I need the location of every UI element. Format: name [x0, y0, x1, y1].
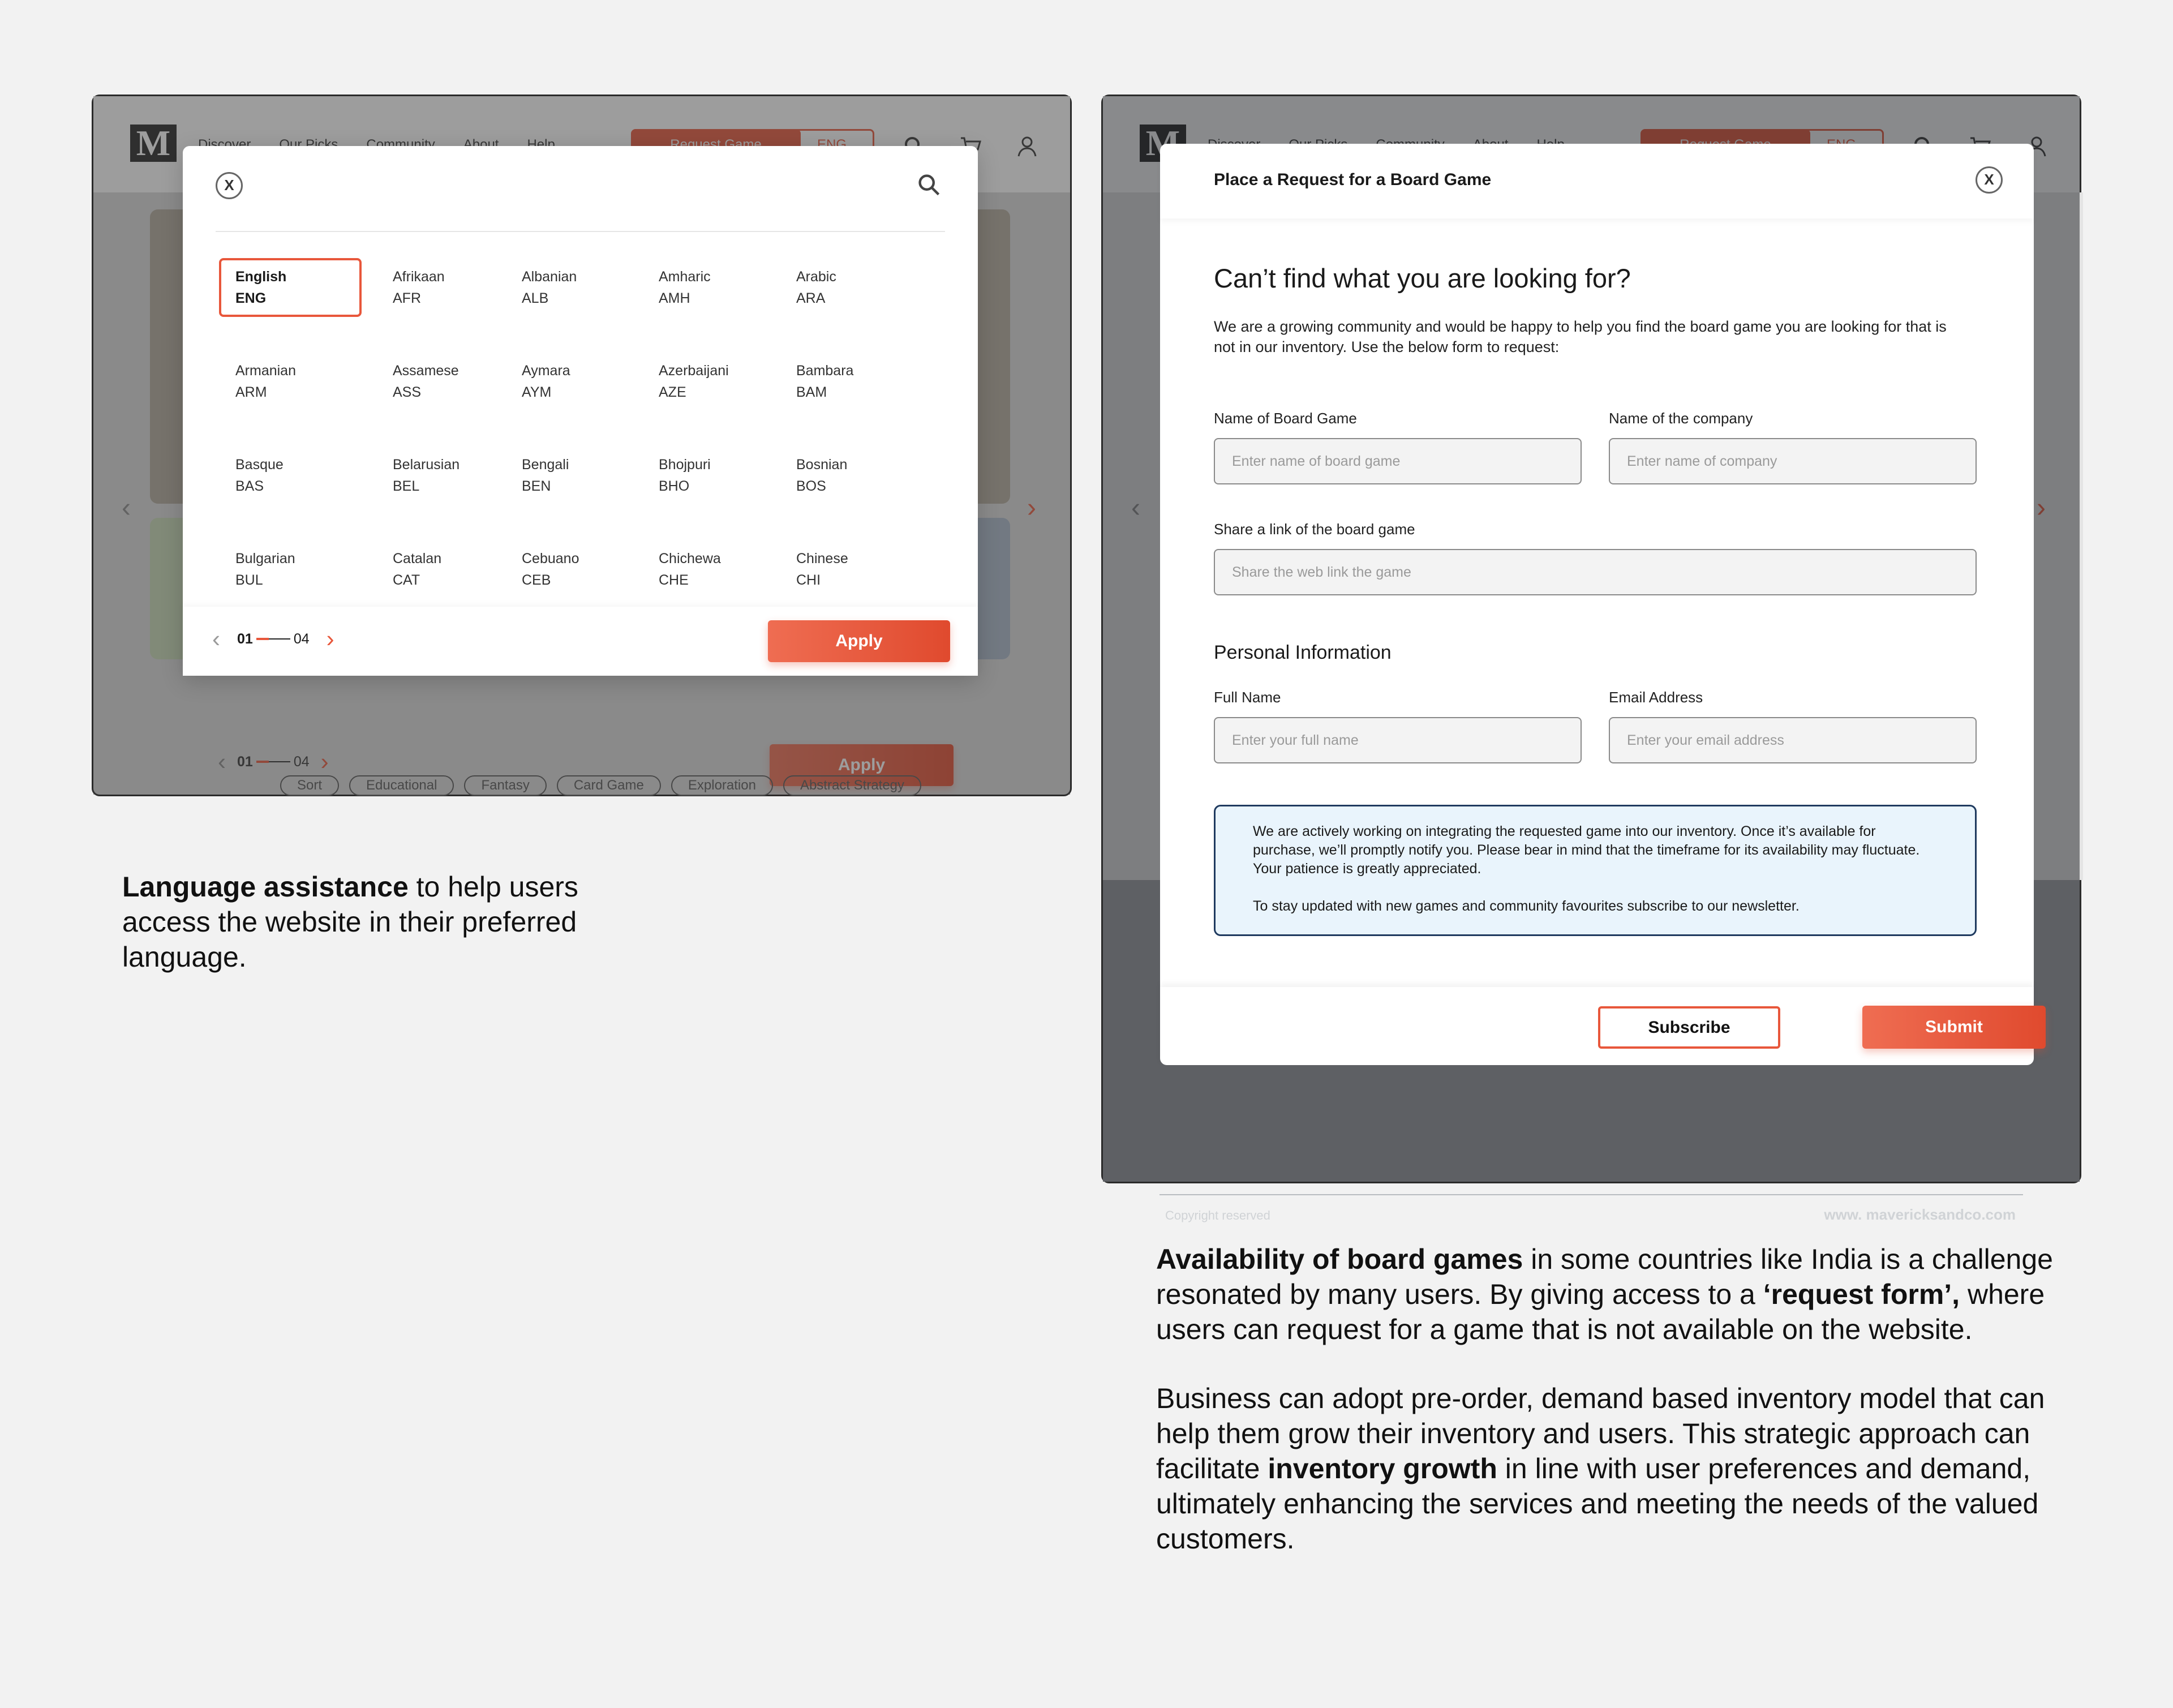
language-modal: [183, 146, 978, 676]
language-caption: Language assistance to help users access the website in their preferred language.: [122, 871, 578, 973]
email-input[interactable]: [1609, 717, 1977, 763]
close-icon[interactable]: X: [216, 172, 243, 199]
email-label: Email Address: [1609, 689, 1703, 706]
search-icon[interactable]: [916, 172, 941, 197]
pager-current: 01: [237, 630, 253, 647]
subscribe-button[interactable]: Subscribe: [1598, 1006, 1780, 1049]
modal-divider: [216, 231, 945, 232]
info-notice: [1214, 805, 1977, 936]
language-option[interactable]: Chinese CHI: [796, 551, 848, 588]
close-icon[interactable]: X: [1976, 166, 2003, 194]
language-option[interactable]: Aymara AYM: [522, 363, 570, 400]
personal-info-heading: Personal Information: [1214, 642, 1392, 663]
full-name-input[interactable]: [1214, 717, 1582, 763]
language-option[interactable]: Armanian ARM: [235, 363, 296, 400]
language-option-english[interactable]: English ENG: [219, 258, 362, 317]
pager-next-icon[interactable]: ›: [326, 625, 334, 652]
game-link-input[interactable]: [1214, 549, 1977, 595]
link-label: Share a link of the board game: [1214, 521, 1415, 538]
full-name-label: Full Name: [1214, 689, 1281, 706]
pager-line: [256, 638, 290, 640]
language-option[interactable]: Bengali BEN: [522, 457, 569, 494]
submit-button[interactable]: Submit: [1862, 1006, 2046, 1049]
language-option[interactable]: Arabic ARA: [796, 269, 836, 306]
language-option[interactable]: Amharic AMH: [659, 269, 711, 306]
language-option[interactable]: Afrikaan AFR: [393, 269, 445, 306]
form-title: Place a Request for a Board Game: [1214, 170, 1492, 189]
apply-button[interactable]: Apply: [768, 620, 950, 662]
language-option[interactable]: Assamese ASS: [393, 363, 459, 400]
language-option[interactable]: Chichewa CHE: [659, 551, 721, 588]
language-option[interactable]: Belarusian BEL: [393, 457, 460, 494]
request-form-modal: [1160, 144, 2034, 1065]
business-caption: Business can adopt pre-order, demand based inventory model that can help them grow their inventory and users. This strategic approach can facilitate inventory growth in line with user preferences and demand, ultimately enhancing the services and meeting the needs of the valued customers.: [1156, 1383, 2045, 1555]
footer-divider: [1159, 1194, 2023, 1195]
language-option[interactable]: Bambara BAM: [796, 363, 854, 400]
form-footer: [1160, 987, 2034, 1065]
language-option[interactable]: Cebuano CEB: [522, 551, 579, 588]
game-name-input[interactable]: [1214, 438, 1582, 484]
language-option[interactable]: Albanian ALB: [522, 269, 577, 306]
company-label: Name of the company: [1609, 410, 1753, 427]
availability-caption: Availability of board games in some countries like India is a challenge resonated by many users. By giving access to a ‘request form’, where users can request for a game that is not available on the website.: [1156, 1243, 2053, 1345]
language-grid: [219, 258, 913, 599]
form-intro: We are a growing community and would be happy to help you find the board game you are looking for that is not in our inventory. Use the below form to request:: [1214, 318, 1947, 355]
game-name-label: Name of Board Game: [1214, 410, 1357, 427]
language-option[interactable]: Azerbaijani AZE: [659, 363, 729, 400]
pager-total: 04: [293, 630, 310, 647]
footer-copyright: Copyright reserved: [1165, 1208, 1270, 1222]
footer-website[interactable]: www. mavericksandco.com: [1824, 1206, 2016, 1223]
language-option[interactable]: Bulgarian BUL: [235, 551, 295, 588]
form-heading: Can’t find what you are looking for?: [1214, 263, 1631, 293]
info-newsletter-text: To stay updated with new games and community favourites subscribe to our newsletter.: [1253, 898, 1800, 914]
language-option[interactable]: Bhojpuri BHO: [659, 457, 711, 494]
request-form-panel: [1101, 95, 2081, 1223]
language-option[interactable]: Basque BAS: [235, 457, 284, 494]
form-header: [1160, 144, 2034, 218]
language-pager: [212, 627, 334, 651]
modal-footer: [183, 607, 978, 676]
pager-prev-icon[interactable]: ‹: [212, 625, 220, 652]
language-option[interactable]: Bosnian BOS: [796, 457, 848, 494]
language-option[interactable]: Catalan CAT: [393, 551, 442, 588]
company-input[interactable]: [1609, 438, 1977, 484]
language-panel: [92, 95, 1072, 796]
info-text: We are actively working on integrating the requested game into our inventory. Once it’s available for purchase, we’ll promptly notify you. Please bear in mind that the timeframe for its availability may fluctuate. Your patience is greatly appreciated.: [1253, 823, 1920, 877]
